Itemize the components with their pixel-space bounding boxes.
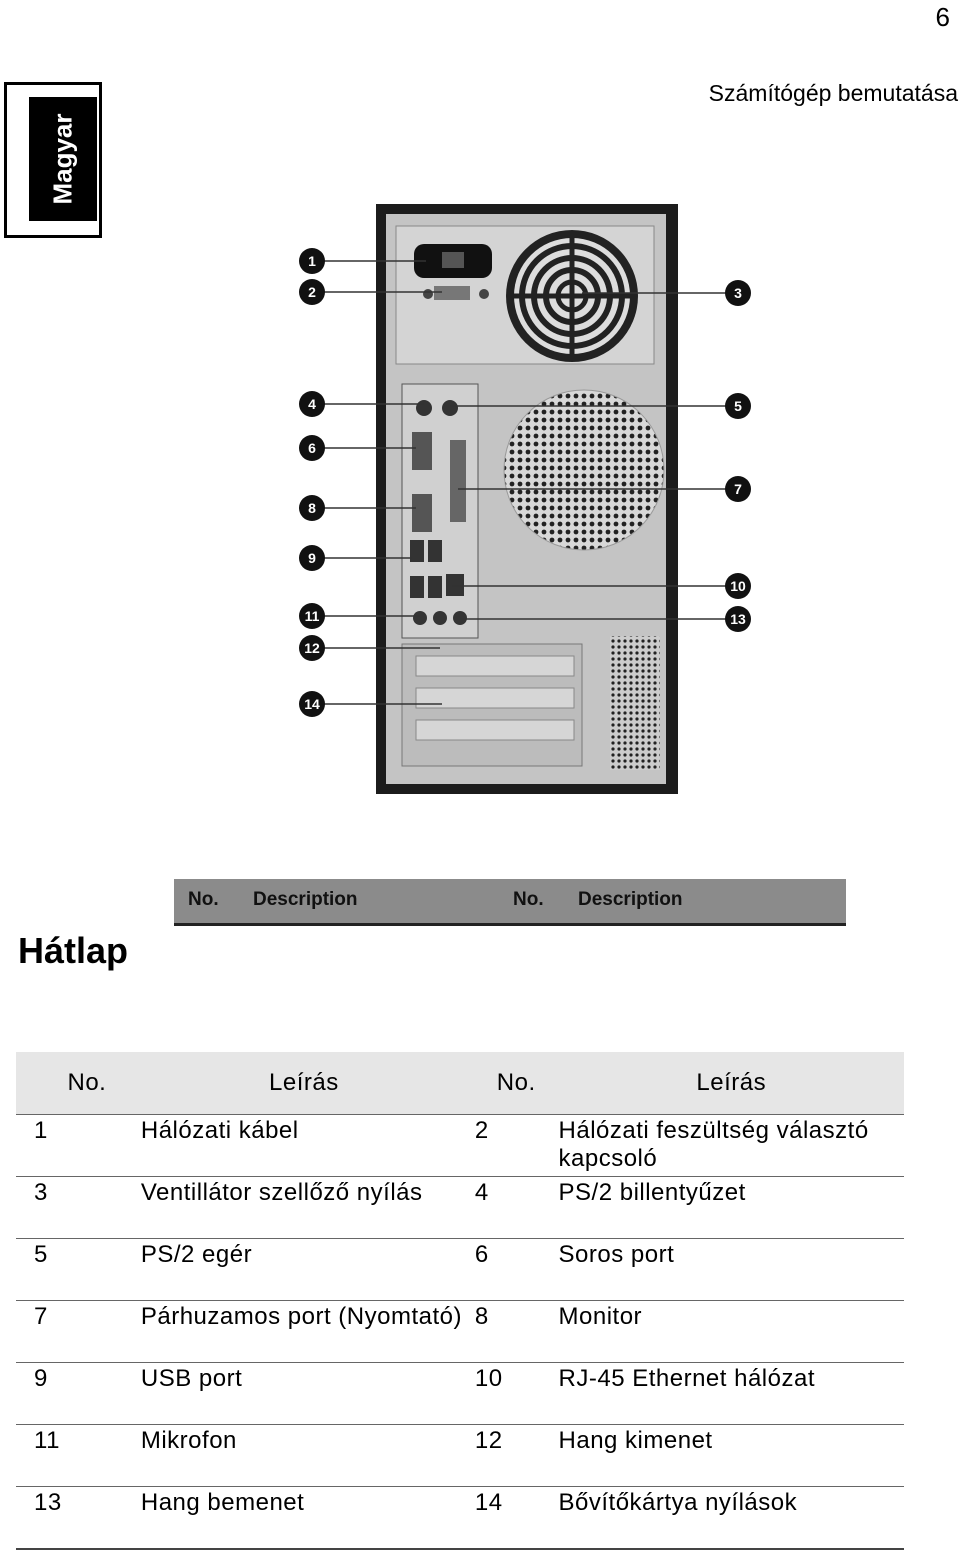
svg-text:14: 14 (304, 696, 320, 712)
cell-description: RJ-45 Ethernet hálózat (559, 1363, 904, 1425)
column-header-no: No. (16, 1052, 141, 1115)
cell-no: 9 (16, 1363, 141, 1425)
cell-description: Hálózati feszültség választó kapcsoló (559, 1115, 904, 1177)
running-title: Számítógép bemutatása (708, 80, 958, 106)
english-table-header (174, 879, 846, 926)
cell-no: 2 (467, 1115, 559, 1177)
language-tab-background (29, 97, 97, 221)
column-header-description: Leírás (141, 1052, 467, 1115)
table-row (16, 1425, 904, 1487)
cell-no: 12 (467, 1425, 559, 1487)
table-row (16, 1177, 904, 1239)
table-row (16, 1239, 904, 1301)
cell-description: Hang bemenet (141, 1487, 467, 1549)
svg-text:6: 6 (308, 440, 316, 456)
cell-no: 8 (467, 1301, 559, 1363)
callout-11 (299, 603, 325, 629)
language-tab (4, 82, 102, 238)
header-no-1: No. (188, 889, 219, 910)
rear-vent (504, 390, 664, 550)
callout-8 (299, 495, 325, 521)
callout-7 (725, 476, 751, 502)
table-row (16, 1363, 904, 1425)
svg-text:11: 11 (304, 608, 320, 624)
cell-no: 10 (467, 1363, 559, 1425)
table-header-row (16, 1052, 904, 1115)
cell-description: Hang kimenet (559, 1425, 904, 1487)
callout-3 (725, 280, 751, 306)
column-header-no: No. (467, 1052, 559, 1115)
callout-9 (299, 545, 325, 571)
header-no-2: No. (513, 889, 544, 910)
header-description-1: Description (253, 889, 358, 910)
page-number: 6 (935, 2, 950, 32)
cell-no: 3 (16, 1177, 141, 1239)
svg-text:8: 8 (308, 500, 316, 516)
callout-12 (299, 635, 325, 661)
svg-text:10: 10 (730, 578, 746, 594)
table-row (16, 1487, 904, 1549)
cell-no: 14 (467, 1487, 559, 1549)
cell-no: 6 (467, 1239, 559, 1301)
callout-6 (299, 435, 325, 461)
cell-no: 1 (16, 1115, 141, 1177)
cell-no: 5 (16, 1239, 141, 1301)
cell-description: Bővítőkártya nyílások (559, 1487, 904, 1549)
callout-13 (725, 606, 751, 632)
svg-text:12: 12 (304, 640, 320, 656)
rear-panel-table (16, 1052, 904, 1550)
svg-text:1: 1 (308, 253, 316, 269)
cell-description: Soros port (559, 1239, 904, 1301)
callout-10 (725, 573, 751, 599)
svg-text:3: 3 (734, 285, 742, 301)
cell-no: 11 (16, 1425, 141, 1487)
cell-description: Mikrofon (141, 1425, 467, 1487)
computer-rear-panel-figure (292, 200, 762, 812)
section-title: Hátlap (18, 930, 129, 971)
callout-1 (299, 248, 325, 274)
cell-description: Hálózati kábel (141, 1115, 467, 1177)
svg-text:13: 13 (730, 611, 746, 627)
callout-14 (299, 691, 325, 717)
cell-description: PS/2 billentyűzet (559, 1177, 904, 1239)
svg-text:7: 7 (734, 481, 742, 497)
cell-no: 13 (16, 1487, 141, 1549)
cell-description: Monitor (559, 1301, 904, 1363)
header-description-2: Description (578, 889, 683, 910)
svg-text:4: 4 (308, 396, 316, 412)
voltage-switch (434, 286, 470, 300)
svg-text:2: 2 (308, 284, 316, 300)
cell-no: 7 (16, 1301, 141, 1363)
callout-4 (299, 391, 325, 417)
cell-description: Párhuzamos port (Nyomtató) (141, 1301, 467, 1363)
svg-text:9: 9 (308, 550, 316, 566)
cell-description: Ventillátor szellőző nyílás (141, 1177, 467, 1239)
language-tab-label: Magyar (47, 113, 78, 205)
callout-5 (725, 393, 751, 419)
column-header-description: Leírás (559, 1052, 904, 1115)
svg-text:5: 5 (734, 398, 742, 414)
cell-no: 4 (467, 1177, 559, 1239)
cell-description: USB port (141, 1363, 467, 1425)
cell-description: PS/2 egér (141, 1239, 467, 1301)
table-row (16, 1115, 904, 1177)
table-row (16, 1301, 904, 1363)
callout-2 (299, 279, 325, 305)
side-vent (610, 636, 660, 770)
